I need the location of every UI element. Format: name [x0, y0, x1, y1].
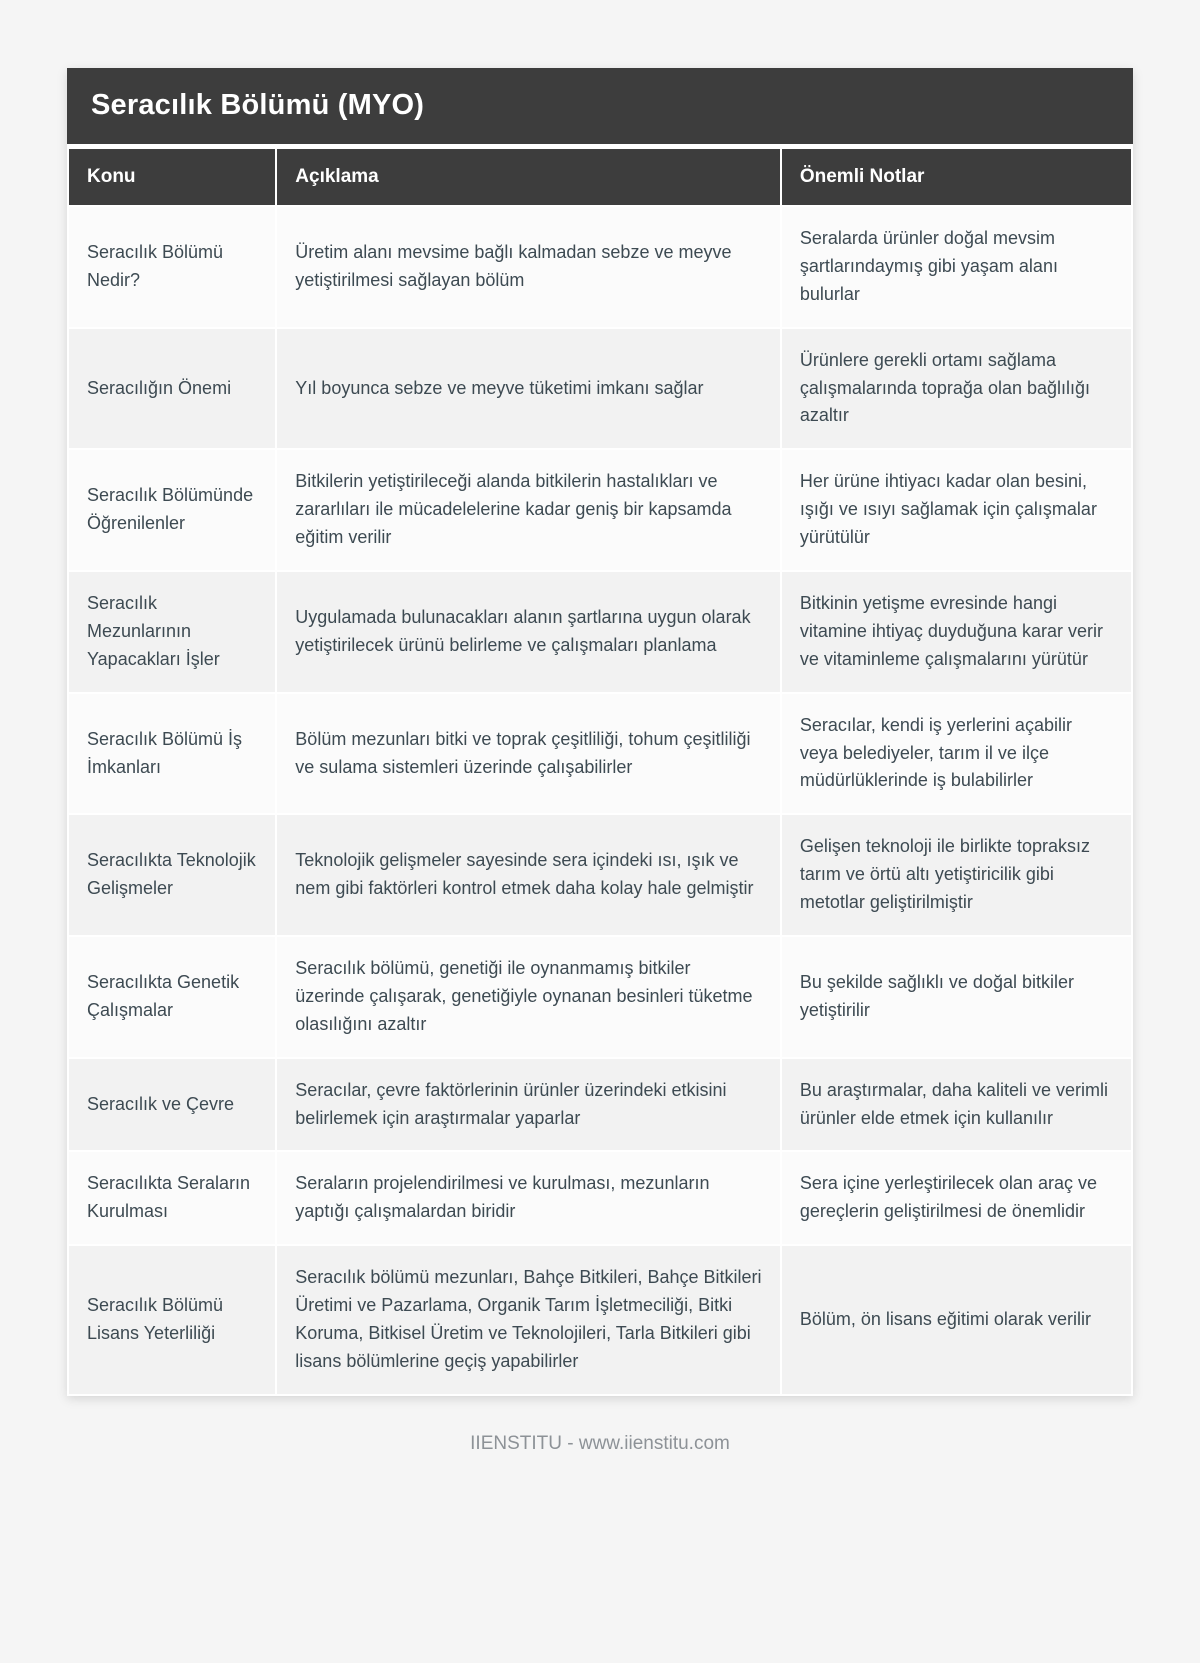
notlar-cell: Bu şekilde sağlıklı ve doğal bitkiler yetiştirilir: [782, 937, 1131, 1057]
table-row: [69, 1152, 1131, 1244]
table-row: [69, 450, 1131, 570]
aciklama-cell: Seraların projelendirilmesi ve kurulması, mezunların yaptığı çalışmalardan biridir: [277, 1152, 780, 1244]
table-row: [69, 572, 1131, 692]
notlar-cell: Gelişen teknoloji ile birlikte topraksız tarım ve örtü altı yetiştiricilik gibi metotlar geliştirilmiştir: [782, 815, 1131, 935]
konu-cell: Seracılığın Önemi: [69, 329, 275, 449]
konu-cell: Seracılık Mezunlarının Yapacakları İşler: [69, 572, 275, 692]
aciklama-cell: Bölüm mezunları bitki ve toprak çeşitliliği, tohum çeşitliliği ve sulama sistemleri üzerinde çalışabilirler: [277, 694, 780, 814]
aciklama-cell: Yıl boyunca sebze ve meyve tüketimi imkanı sağlar: [277, 329, 780, 449]
konu-cell: Seracılıkta Seraların Kurulması: [69, 1152, 275, 1244]
konu-cell: Seracılıkta Genetik Çalışmalar: [69, 937, 275, 1057]
table-row: [69, 329, 1131, 449]
konu-cell: Seracılık Bölümünde Öğrenilenler: [69, 450, 275, 570]
aciklama-cell: Bitkilerin yetiştirileceği alanda bitkilerin hastalıkları ve zararlıları ile mücadelelerine kadar geniş bir kapsamda eğitim verilir: [277, 450, 780, 570]
column-header-konu: Konu: [69, 149, 275, 205]
table-row: [69, 937, 1131, 1057]
column-header-aciklama: Açıklama: [277, 149, 780, 205]
notlar-cell: Bölüm, ön lisans eğitimi olarak verilir: [782, 1246, 1131, 1394]
table-row: [69, 694, 1131, 814]
aciklama-cell: Seracılar, çevre faktörlerinin ürünler üzerindeki etkisini belirlemek için araştırmalar yaparlar: [277, 1059, 780, 1151]
notlar-cell: Bitkinin yetişme evresinde hangi vitamine ihtiyaç duyduğuna karar verir ve vitaminleme çalışmalarını yürütür: [782, 572, 1131, 692]
notlar-cell: Her ürüne ihtiyacı kadar olan besini, ışığı ve ısıyı sağlamak için çalışmalar yürütülür: [782, 450, 1131, 570]
content-card: [67, 68, 1133, 1396]
konu-cell: Seracılık Bölümü Lisans Yeterliliği: [69, 1246, 275, 1394]
table-row: [69, 207, 1131, 327]
notlar-cell: Ürünlere gerekli ortamı sağlama çalışmalarında toprağa olan bağlılığı azaltır: [782, 329, 1131, 449]
konu-cell: Seracılık Bölümü Nedir?: [69, 207, 275, 327]
aciklama-cell: Seracılık bölümü mezunları, Bahçe Bitkileri, Bahçe Bitkileri Üretimi ve Pazarlama, Organik Tarım İşletmeciliği, Bitki Koruma, Bitkisel Üretim ve Teknolojileri, Tarla Bitkileri gibi lisans bölümlerine geçiş yapabilirler: [277, 1246, 780, 1394]
table-row: [69, 815, 1131, 935]
page-title: Seracılık Bölümü (MYO): [67, 68, 1133, 144]
aciklama-cell: Üretim alanı mevsime bağlı kalmadan sebze ve meyve yetiştirilmesi sağlayan bölüm: [277, 207, 780, 327]
notlar-cell: Sera içine yerleştirilecek olan araç ve gereçlerin geliştirilmesi de önemlidir: [782, 1152, 1131, 1244]
konu-cell: Seracılıkta Teknolojik Gelişmeler: [69, 815, 275, 935]
konu-cell: Seracılık Bölümü İş İmkanları: [69, 694, 275, 814]
table-row: [69, 1059, 1131, 1151]
table-header-row: [69, 149, 1131, 205]
footer-branding: IIENSTITU - www.iienstitu.com: [470, 1432, 730, 1454]
notlar-cell: Seralarda ürünler doğal mevsim şartlarındaymış gibi yaşam alanı bulurlar: [782, 207, 1131, 327]
aciklama-cell: Seracılık bölümü, genetiği ile oynanmamış bitkiler üzerinde çalışarak, genetiğiyle oynanan besinleri tüketme olasılığını azaltır: [277, 937, 780, 1057]
notlar-cell: Bu araştırmalar, daha kaliteli ve verimli ürünler elde etmek için kullanılır: [782, 1059, 1131, 1151]
aciklama-cell: Teknolojik gelişmeler sayesinde sera içindeki ısı, ışık ve nem gibi faktörleri kontrol etmek daha kolay hale gelmiştir: [277, 815, 780, 935]
column-header-onemli-notlar: Önemli Notlar: [782, 149, 1131, 205]
konu-cell: Seracılık ve Çevre: [69, 1059, 275, 1151]
table-body: [69, 207, 1131, 1394]
aciklama-cell: Uygulamada bulunacakları alanın şartlarına uygun olarak yetiştirilecek ürünü belirleme ve çalışmaları planlama: [277, 572, 780, 692]
info-table: [67, 147, 1133, 1396]
table-row: [69, 1246, 1131, 1394]
notlar-cell: Seracılar, kendi iş yerlerini açabilir veya belediyeler, tarım il ve ilçe müdürlüklerinde iş bulabilirler: [782, 694, 1131, 814]
